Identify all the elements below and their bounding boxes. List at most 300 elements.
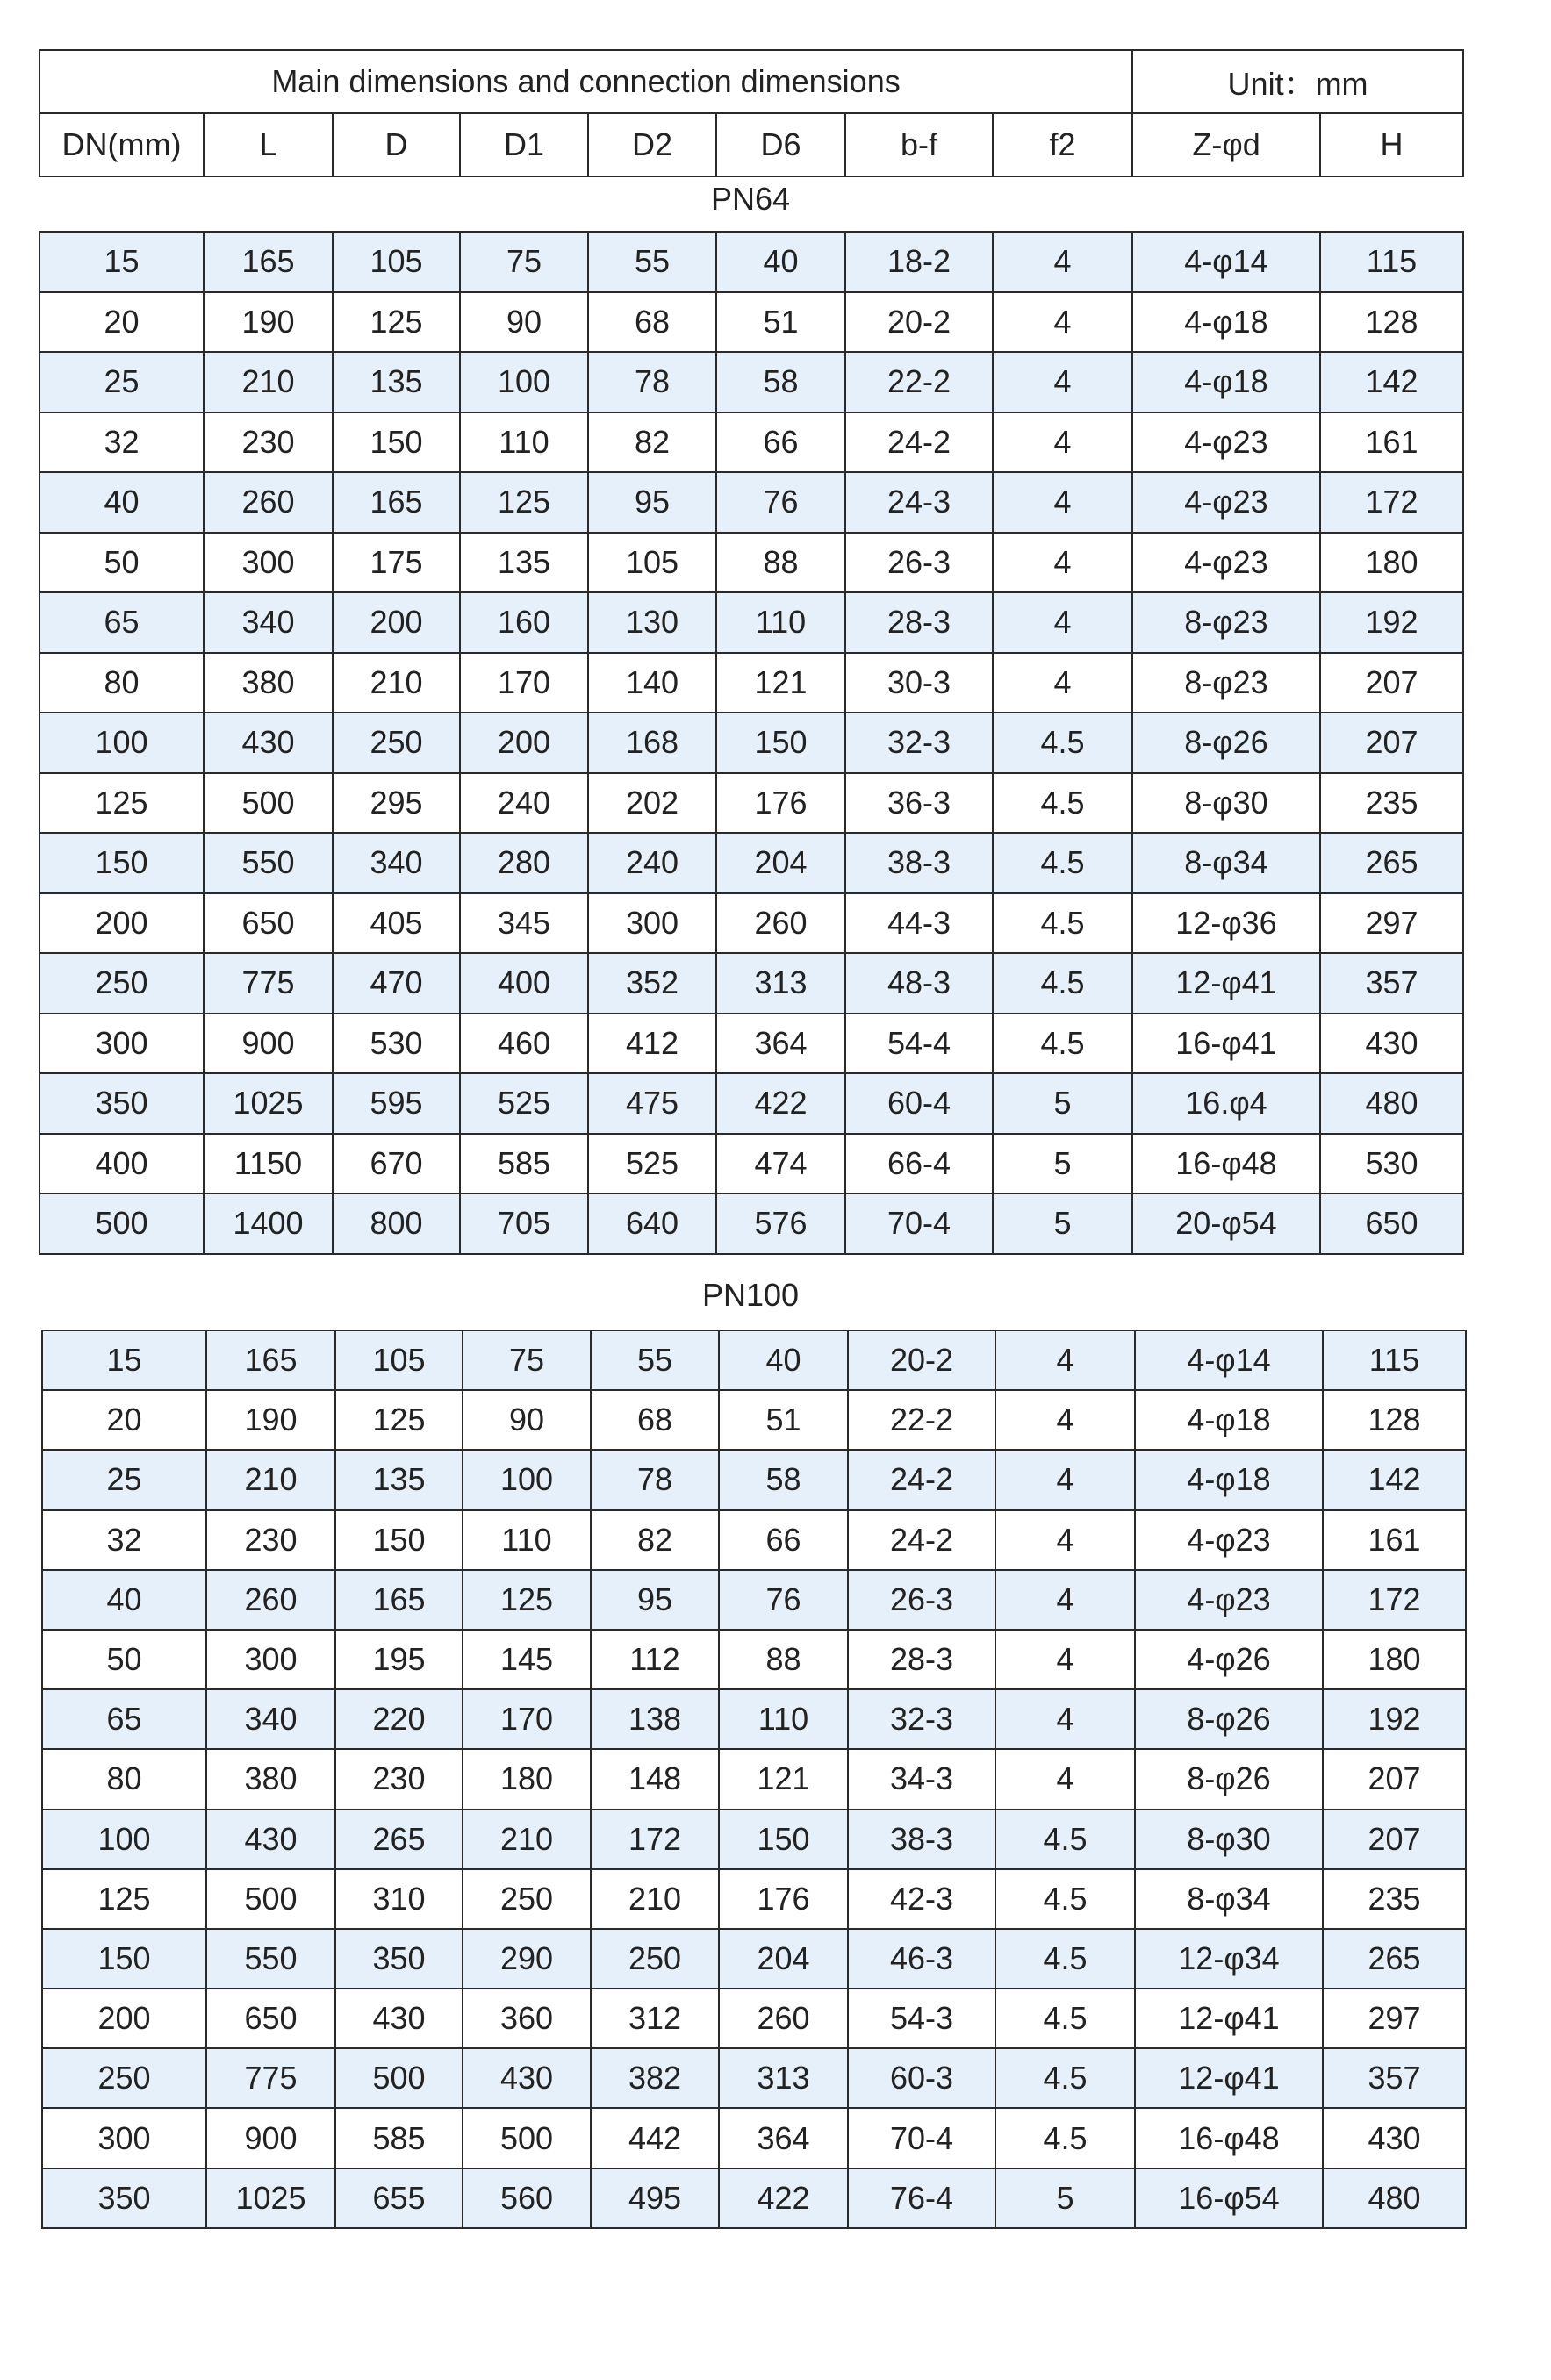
table-cell: 340 — [206, 1689, 335, 1749]
table-cell: 360 — [463, 1989, 591, 2048]
table-cell: 775 — [204, 953, 333, 1014]
table-cell: 775 — [206, 2048, 335, 2108]
table-cell: 4 — [995, 1749, 1135, 1809]
table-row — [39, 533, 1463, 593]
table-cell: 4 — [993, 412, 1132, 473]
table-cell: 40 — [39, 472, 204, 533]
table-cell: 38-3 — [845, 833, 993, 893]
table-cell: 350 — [42, 2169, 206, 2228]
table-cell: 4.5 — [993, 893, 1132, 954]
column-header: f2 — [993, 113, 1132, 176]
table-row — [39, 232, 1463, 292]
table-cell: 595 — [333, 1073, 460, 1134]
table-cell: 16-φ41 — [1132, 1014, 1320, 1074]
table-cell: 130 — [588, 592, 716, 653]
table-cell: 207 — [1323, 1749, 1466, 1809]
table-cell: 364 — [716, 1014, 845, 1074]
table-cell: 650 — [206, 1989, 335, 2048]
table-row — [42, 1989, 1466, 2048]
table-cell: 121 — [719, 1749, 848, 1809]
table-cell: 650 — [204, 893, 333, 954]
table-cell: 70-4 — [848, 2108, 995, 2168]
table-cell: 135 — [333, 352, 460, 412]
pn100-section-title: PN100 — [701, 1277, 800, 1313]
title-row — [39, 50, 1463, 113]
table-row — [42, 1510, 1466, 1570]
table-cell: 530 — [1320, 1134, 1463, 1194]
table-cell: 405 — [333, 893, 460, 954]
table-cell: 55 — [591, 1330, 719, 1390]
table-cell: 22-2 — [848, 1390, 995, 1450]
table-cell: 82 — [588, 412, 716, 473]
table-cell: 300 — [39, 1014, 204, 1074]
table-cell: 430 — [206, 1810, 335, 1869]
table-cell: 150 — [335, 1510, 463, 1570]
table-cell: 150 — [333, 412, 460, 473]
table-cell: 8-φ30 — [1132, 773, 1320, 834]
table-cell: 115 — [1323, 1330, 1466, 1390]
table-cell: 100 — [460, 352, 588, 412]
table-cell: 670 — [333, 1134, 460, 1194]
table-cell: 4 — [995, 1330, 1135, 1390]
table-cell: 300 — [42, 2108, 206, 2168]
table-cell: 16.φ4 — [1132, 1073, 1320, 1134]
table-cell: 650 — [1320, 1194, 1463, 1254]
table-cell: 4.5 — [995, 2048, 1135, 2108]
table-cell: 76 — [716, 472, 845, 533]
column-header: b-f — [845, 113, 993, 176]
table-cell: 265 — [1323, 1929, 1466, 1989]
table-cell: 78 — [588, 352, 716, 412]
table-cell: 24-3 — [845, 472, 993, 533]
table-cell: 190 — [206, 1390, 335, 1450]
table-cell: 200 — [39, 893, 204, 954]
table-cell: 66 — [716, 412, 845, 473]
table-cell: 115 — [1320, 232, 1463, 292]
table-cell: 66 — [719, 1510, 848, 1570]
table-cell: 4.5 — [993, 833, 1132, 893]
table-cell: 382 — [591, 2048, 719, 2108]
table-cell: 550 — [206, 1929, 335, 1989]
table-cell: 5 — [995, 2169, 1135, 2228]
table-cell: 165 — [206, 1330, 335, 1390]
table-cell: 50 — [42, 1630, 206, 1689]
table-cell: 195 — [335, 1630, 463, 1689]
table-cell: 8-φ23 — [1132, 592, 1320, 653]
table-cell: 180 — [463, 1749, 591, 1809]
table-row — [39, 773, 1463, 834]
table-cell: 82 — [591, 1510, 719, 1570]
table-cell: 4 — [993, 533, 1132, 593]
table-cell: 76-4 — [848, 2169, 995, 2228]
table-cell: 38-3 — [848, 1810, 995, 1869]
pn100-table — [41, 1330, 1467, 2229]
table-cell: 75 — [460, 232, 588, 292]
table-cell: 78 — [591, 1450, 719, 1509]
table-cell: 8-φ34 — [1135, 1869, 1323, 1929]
table-cell: 20 — [39, 292, 204, 353]
table-cell: 207 — [1320, 653, 1463, 713]
table-row — [42, 1929, 1466, 1989]
table-cell: 4.5 — [995, 2108, 1135, 2168]
table-row — [42, 2169, 1466, 2228]
table-cell: 76 — [719, 1570, 848, 1630]
table-cell: 200 — [42, 1989, 206, 2048]
table-cell: 422 — [719, 2169, 848, 2228]
table-cell: 110 — [716, 592, 845, 653]
table-row — [39, 953, 1463, 1014]
table-cell: 100 — [463, 1450, 591, 1509]
table-cell: 150 — [39, 833, 204, 893]
table-cell: 4-φ14 — [1132, 232, 1320, 292]
table-cell: 350 — [39, 1073, 204, 1134]
table-cell: 22-2 — [845, 352, 993, 412]
table-cell: 300 — [206, 1630, 335, 1689]
table-cell: 40 — [42, 1570, 206, 1630]
table-cell: 4 — [993, 232, 1132, 292]
table-cell: 250 — [42, 2048, 206, 2108]
table-cell: 68 — [588, 292, 716, 353]
table-cell: 54-4 — [845, 1014, 993, 1074]
table-cell: 204 — [719, 1929, 848, 1989]
table-cell: 125 — [463, 1570, 591, 1630]
table-cell: 16-φ48 — [1135, 2108, 1323, 2168]
table-cell: 210 — [591, 1869, 719, 1929]
table-cell: 192 — [1323, 1689, 1466, 1749]
table-cell: 210 — [333, 653, 460, 713]
table-cell: 58 — [716, 352, 845, 412]
table-cell: 460 — [460, 1014, 588, 1074]
table-row — [42, 2108, 1466, 2168]
table-cell: 525 — [588, 1134, 716, 1194]
table-cell: 4 — [995, 1450, 1135, 1509]
table-cell: 100 — [39, 713, 204, 773]
table-cell: 48-3 — [845, 953, 993, 1014]
table-cell: 150 — [42, 1929, 206, 1989]
table-cell: 250 — [333, 713, 460, 773]
column-header: D1 — [460, 113, 588, 176]
table-cell: 480 — [1323, 2169, 1466, 2228]
table-cell: 210 — [206, 1450, 335, 1509]
table-cell: 26-3 — [848, 1570, 995, 1630]
table-cell: 380 — [204, 653, 333, 713]
column-header: D2 — [588, 113, 716, 176]
table-cell: 250 — [39, 953, 204, 1014]
table-cell: 4-φ18 — [1132, 292, 1320, 353]
table-cell: 295 — [333, 773, 460, 834]
table-cell: 140 — [588, 653, 716, 713]
column-header: L — [204, 113, 333, 176]
table-cell: 500 — [204, 773, 333, 834]
table-cell: 15 — [39, 232, 204, 292]
table-cell: 161 — [1323, 1510, 1466, 1570]
table-cell: 4 — [995, 1630, 1135, 1689]
table-cell: 40 — [719, 1330, 848, 1390]
table-cell: 20 — [42, 1390, 206, 1450]
table-cell: 170 — [460, 653, 588, 713]
table-cell: 180 — [1323, 1630, 1466, 1689]
table-cell: 340 — [333, 833, 460, 893]
table-cell: 8-φ26 — [1132, 713, 1320, 773]
table-cell: 36-3 — [845, 773, 993, 834]
table-cell: 4 — [993, 653, 1132, 713]
table-cell: 207 — [1320, 713, 1463, 773]
table-cell: 1400 — [204, 1194, 333, 1254]
table-cell: 4 — [995, 1570, 1135, 1630]
table-cell: 16-φ54 — [1135, 2169, 1323, 2228]
table-cell: 4 — [995, 1689, 1135, 1749]
table-cell: 172 — [1320, 472, 1463, 533]
table-cell: 4 — [993, 292, 1132, 353]
table-cell: 500 — [39, 1194, 204, 1254]
table-cell: 172 — [591, 1810, 719, 1869]
table-cell: 4 — [995, 1390, 1135, 1450]
table-cell: 4 — [993, 352, 1132, 412]
table-cell: 290 — [463, 1929, 591, 1989]
table-cell: 24-2 — [848, 1510, 995, 1570]
table-cell: 42-3 — [848, 1869, 995, 1929]
table-cell: 357 — [1323, 2048, 1466, 2108]
table-cell: 8-φ34 — [1132, 833, 1320, 893]
pn64-section-title: PN64 — [710, 181, 791, 217]
table-cell: 4 — [993, 592, 1132, 653]
table-cell: 430 — [335, 1989, 463, 2048]
table-cell: 51 — [719, 1390, 848, 1450]
table-cell: 168 — [588, 713, 716, 773]
unit-label: Unit：mm — [1132, 50, 1463, 113]
table-cell: 32 — [42, 1510, 206, 1570]
table-cell: 525 — [460, 1073, 588, 1134]
table-cell: 161 — [1320, 412, 1463, 473]
table-cell: 70-4 — [845, 1194, 993, 1254]
table-cell: 125 — [42, 1869, 206, 1929]
table-cell: 475 — [588, 1073, 716, 1134]
header-table — [39, 49, 1464, 177]
table-cell: 235 — [1320, 773, 1463, 834]
column-header: Z-φd — [1132, 113, 1320, 176]
table-cell: 50 — [39, 533, 204, 593]
table-row — [39, 292, 1463, 353]
table-cell: 204 — [716, 833, 845, 893]
table-cell: 4.5 — [993, 713, 1132, 773]
table-cell: 28-3 — [848, 1630, 995, 1689]
table-cell: 4.5 — [993, 953, 1132, 1014]
table-cell: 135 — [460, 533, 588, 593]
table-cell: 12-φ41 — [1132, 953, 1320, 1014]
table-cell: 40 — [716, 232, 845, 292]
table-cell: 46-3 — [848, 1929, 995, 1989]
table-cell: 24-2 — [845, 412, 993, 473]
table-cell: 150 — [716, 713, 845, 773]
table-cell: 265 — [1320, 833, 1463, 893]
table-cell: 240 — [588, 833, 716, 893]
table-cell: 357 — [1320, 953, 1463, 1014]
table-cell: 88 — [719, 1630, 848, 1689]
table-cell: 585 — [460, 1134, 588, 1194]
table-cell: 192 — [1320, 592, 1463, 653]
table-cell: 30-3 — [845, 653, 993, 713]
table-cell: 380 — [206, 1749, 335, 1809]
table-cell: 165 — [204, 232, 333, 292]
table-cell: 32 — [39, 412, 204, 473]
table-cell: 470 — [333, 953, 460, 1014]
table-cell: 4-φ18 — [1132, 352, 1320, 412]
table-cell: 422 — [716, 1073, 845, 1134]
table-cell: 110 — [719, 1689, 848, 1749]
table-cell: 55 — [588, 232, 716, 292]
table-cell: 400 — [460, 953, 588, 1014]
table-cell: 200 — [460, 713, 588, 773]
table-cell: 655 — [335, 2169, 463, 2228]
table-row — [42, 1330, 1466, 1390]
table-cell: 160 — [460, 592, 588, 653]
table-cell: 474 — [716, 1134, 845, 1194]
table-cell: 12-φ41 — [1135, 1989, 1323, 2048]
table-cell: 138 — [591, 1689, 719, 1749]
table-row — [39, 653, 1463, 713]
table-cell: 165 — [333, 472, 460, 533]
table-cell: 121 — [716, 653, 845, 713]
table-cell: 176 — [719, 1869, 848, 1929]
table-cell: 8-φ30 — [1135, 1810, 1323, 1869]
table-row — [42, 2048, 1466, 2108]
table-cell: 68 — [591, 1390, 719, 1450]
table-cell: 8-φ23 — [1132, 653, 1320, 713]
table-cell: 4-φ14 — [1135, 1330, 1323, 1390]
table-cell: 345 — [460, 893, 588, 954]
table-row — [42, 1390, 1466, 1450]
table-cell: 210 — [463, 1810, 591, 1869]
table-cell: 60-4 — [845, 1073, 993, 1134]
table-cell: 4.5 — [995, 1929, 1135, 1989]
table-row — [39, 592, 1463, 653]
table-cell: 352 — [588, 953, 716, 1014]
table-cell: 235 — [1323, 1869, 1466, 1929]
table-cell: 128 — [1320, 292, 1463, 353]
table-cell: 260 — [204, 472, 333, 533]
table-cell: 16-φ48 — [1132, 1134, 1320, 1194]
table-cell: 202 — [588, 773, 716, 834]
table-cell: 4-φ23 — [1132, 412, 1320, 473]
column-header: D6 — [716, 113, 845, 176]
table-cell: 576 — [716, 1194, 845, 1254]
table-cell: 12-φ41 — [1135, 2048, 1323, 2108]
table-cell: 54-3 — [848, 1989, 995, 2048]
pn64-table — [39, 231, 1464, 1255]
table-cell: 90 — [463, 1390, 591, 1450]
table-cell: 95 — [588, 472, 716, 533]
table-cell: 12-φ36 — [1132, 893, 1320, 954]
table-cell: 25 — [42, 1450, 206, 1509]
table-cell: 364 — [719, 2108, 848, 2168]
table-cell: 900 — [206, 2108, 335, 2168]
table-cell: 312 — [591, 1989, 719, 2048]
table-cell: 95 — [591, 1570, 719, 1630]
table-cell: 15 — [42, 1330, 206, 1390]
table-cell: 12-φ34 — [1135, 1929, 1323, 1989]
table-cell: 180 — [1320, 533, 1463, 593]
table-cell: 51 — [716, 292, 845, 353]
table-cell: 28-3 — [845, 592, 993, 653]
table-cell: 18-2 — [845, 232, 993, 292]
table-cell: 1150 — [204, 1134, 333, 1194]
table-cell: 640 — [588, 1194, 716, 1254]
table-row — [42, 1869, 1466, 1929]
table-row — [42, 1450, 1466, 1509]
table-cell: 32-3 — [845, 713, 993, 773]
table-cell: 20-2 — [848, 1330, 995, 1390]
table-cell: 112 — [591, 1630, 719, 1689]
table-cell: 88 — [716, 533, 845, 593]
table-cell: 145 — [463, 1630, 591, 1689]
table-cell: 90 — [460, 292, 588, 353]
table-cell: 230 — [206, 1510, 335, 1570]
table-cell: 250 — [463, 1869, 591, 1929]
table-cell: 430 — [204, 713, 333, 773]
table-cell: 80 — [39, 653, 204, 713]
table-cell: 20-φ54 — [1132, 1194, 1320, 1254]
table-cell: 148 — [591, 1749, 719, 1809]
table-cell: 495 — [591, 2169, 719, 2228]
table-cell: 265 — [335, 1810, 463, 1869]
table-cell: 110 — [463, 1510, 591, 1570]
table-row — [39, 472, 1463, 533]
column-header-row — [39, 113, 1463, 176]
table-cell: 105 — [333, 232, 460, 292]
table-cell: 297 — [1320, 893, 1463, 954]
table-cell: 44-3 — [845, 893, 993, 954]
table-cell: 175 — [333, 533, 460, 593]
table-cell: 500 — [206, 1869, 335, 1929]
table-cell: 142 — [1323, 1450, 1466, 1509]
column-header: DN(mm) — [39, 113, 204, 176]
table-cell: 65 — [42, 1689, 206, 1749]
table-cell: 20-2 — [845, 292, 993, 353]
table-cell: 260 — [206, 1570, 335, 1630]
table-cell: 4-φ23 — [1135, 1570, 1323, 1630]
table-row — [42, 1810, 1466, 1869]
table-row — [39, 352, 1463, 412]
table-cell: 4-φ23 — [1132, 533, 1320, 593]
table-cell: 125 — [39, 773, 204, 834]
table-cell: 900 — [204, 1014, 333, 1074]
table-cell: 25 — [39, 352, 204, 412]
table-row — [39, 833, 1463, 893]
table-cell: 125 — [460, 472, 588, 533]
table-cell: 230 — [204, 412, 333, 473]
table-cell: 207 — [1323, 1810, 1466, 1869]
table-cell: 400 — [39, 1134, 204, 1194]
table-cell: 230 — [335, 1749, 463, 1809]
table-cell: 75 — [463, 1330, 591, 1390]
table-row — [39, 1073, 1463, 1134]
table-cell: 66-4 — [845, 1134, 993, 1194]
table-cell: 4-φ23 — [1135, 1510, 1323, 1570]
table-cell: 105 — [335, 1330, 463, 1390]
table-cell: 4-φ18 — [1135, 1450, 1323, 1509]
table-row — [39, 713, 1463, 773]
table-cell: 4.5 — [995, 1869, 1135, 1929]
table-row — [39, 1134, 1463, 1194]
table-row — [42, 1570, 1466, 1630]
table-cell: 100 — [42, 1810, 206, 1869]
table-cell: 4-φ23 — [1132, 472, 1320, 533]
table-cell: 34-3 — [848, 1749, 995, 1809]
table-cell: 4 — [995, 1510, 1135, 1570]
table-cell: 190 — [204, 292, 333, 353]
column-header: D — [333, 113, 460, 176]
table-title: Main dimensions and connection dimensions — [39, 50, 1132, 113]
